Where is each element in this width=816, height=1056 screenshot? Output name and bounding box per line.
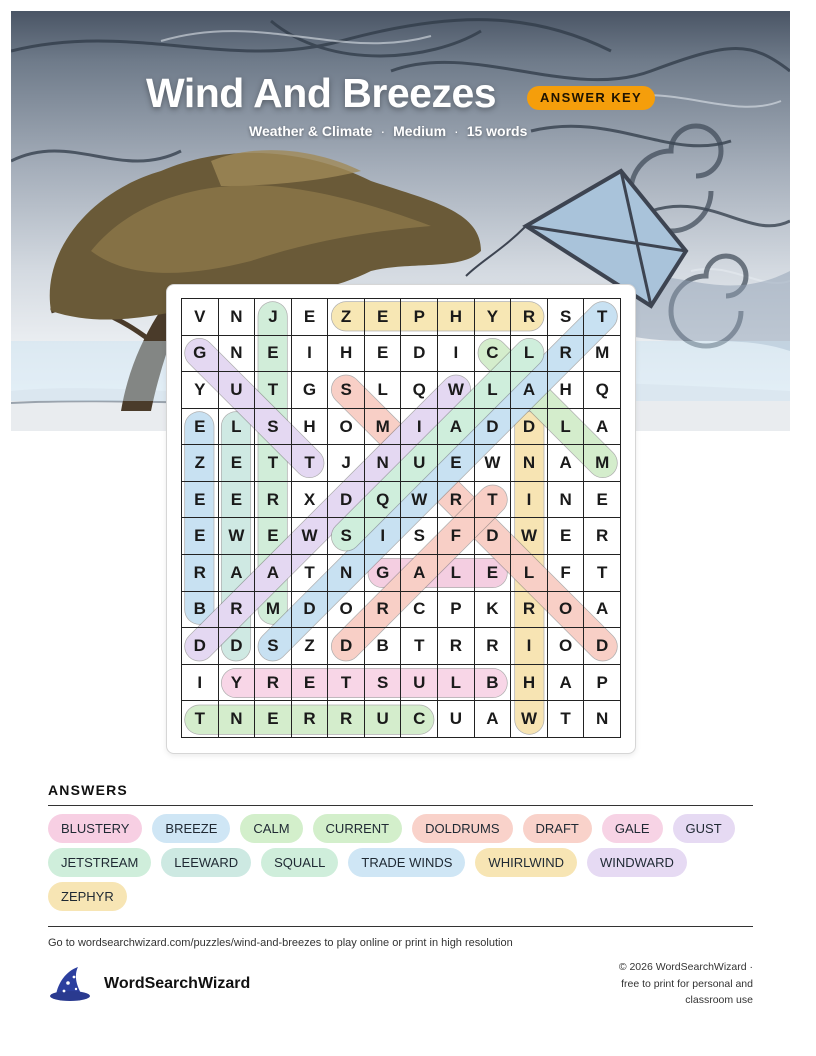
grid-cell[interactable]: B: [475, 665, 512, 702]
copyright-line: classroom use: [685, 994, 753, 1006]
grid-cell[interactable]: R: [438, 482, 475, 519]
grid-cell[interactable]: O: [328, 592, 365, 629]
grid-cell[interactable]: Q: [584, 372, 621, 409]
answer-chip-gust: GUST: [673, 814, 735, 843]
grid-cell[interactable]: O: [548, 592, 585, 629]
grid-cell[interactable]: L: [548, 409, 585, 446]
grid-cell[interactable]: E: [219, 445, 256, 482]
answers-heading: ANSWERS: [48, 782, 128, 798]
grid-cell[interactable]: T: [584, 299, 621, 336]
grid-cell[interactable]: F: [548, 555, 585, 592]
grid-cell[interactable]: E: [182, 482, 219, 519]
footer-divider: [48, 926, 753, 927]
grid-cell[interactable]: E: [219, 482, 256, 519]
grid-cell[interactable]: A: [475, 701, 512, 738]
grid-cell[interactable]: F: [438, 518, 475, 555]
grid-cell[interactable]: D: [328, 482, 365, 519]
grid-cell[interactable]: K: [475, 592, 512, 629]
grid-cell[interactable]: D: [475, 518, 512, 555]
answer-chip-zephyr: ZEPHYR: [48, 882, 127, 911]
grid-cell[interactable]: I: [182, 665, 219, 702]
grid-cell[interactable]: Y: [475, 299, 512, 336]
grid-cell[interactable]: R: [365, 592, 402, 629]
grid-cell[interactable]: E: [255, 701, 292, 738]
grid-cell[interactable]: M: [584, 336, 621, 373]
grid-cell[interactable]: Y: [219, 665, 256, 702]
answer-chip-blustery: BLUSTERY: [48, 814, 142, 843]
grid-cell[interactable]: V: [182, 299, 219, 336]
answer-chip-windward: WINDWARD: [587, 848, 687, 877]
grid-cell[interactable]: L: [438, 665, 475, 702]
grid-cell[interactable]: L: [365, 372, 402, 409]
grid-cell[interactable]: A: [255, 555, 292, 592]
grid-cell[interactable]: R: [438, 628, 475, 665]
grid-cell[interactable]: U: [401, 665, 438, 702]
grid-cell[interactable]: S: [401, 518, 438, 555]
grid-cell[interactable]: W: [475, 445, 512, 482]
answer-chip-leeward: LEEWARD: [161, 848, 251, 877]
grid-cell[interactable]: E: [584, 482, 621, 519]
grid-cell[interactable]: I: [511, 482, 548, 519]
footer-url-text: Go to wordsearchwizard.com/puzzles/wind-and-breezes to play online or print in high resolution: [48, 937, 513, 949]
grid-cell[interactable]: A: [511, 372, 548, 409]
grid-cell[interactable]: U: [438, 701, 475, 738]
grid-cell[interactable]: A: [401, 555, 438, 592]
difficulty-label: Medium: [393, 123, 447, 139]
answer-chip-gale: GALE: [602, 814, 663, 843]
grid-cell[interactable]: P: [438, 592, 475, 629]
grid-cell[interactable]: H: [511, 665, 548, 702]
grid-cell[interactable]: E: [292, 665, 329, 702]
answer-chip-draft: DRAFT: [523, 814, 592, 843]
grid-cell[interactable]: P: [584, 665, 621, 702]
grid-cell[interactable]: Z: [328, 299, 365, 336]
grid-cell[interactable]: T: [182, 701, 219, 738]
grid-cell[interactable]: W: [292, 518, 329, 555]
grid-cell[interactable]: M: [255, 592, 292, 629]
grid-cell[interactable]: L: [511, 336, 548, 373]
grid-cell[interactable]: G: [292, 372, 329, 409]
grid-cell[interactable]: T: [255, 445, 292, 482]
grid-cell[interactable]: E: [255, 518, 292, 555]
grid-cell[interactable]: E: [438, 445, 475, 482]
grid-cell[interactable]: R: [328, 701, 365, 738]
grid-cell[interactable]: D: [401, 336, 438, 373]
answer-key-badge: ANSWER KEY: [527, 86, 655, 110]
grid-cell[interactable]: S: [365, 665, 402, 702]
brand: [48, 965, 250, 1003]
copyright-line: free to print for personal and: [621, 977, 753, 990]
grid-cell[interactable]: C: [401, 701, 438, 738]
grid-cell[interactable]: H: [438, 299, 475, 336]
grid-cell[interactable]: D: [584, 628, 621, 665]
grid-cell[interactable]: N: [219, 336, 256, 373]
grid-cell[interactable]: P: [401, 299, 438, 336]
grid-cell[interactable]: J: [255, 299, 292, 336]
answer-word-list: [48, 814, 758, 911]
grid-cell[interactable]: H: [548, 372, 585, 409]
grid-cell[interactable]: O: [548, 628, 585, 665]
grid-cell[interactable]: N: [219, 299, 256, 336]
word-search-grid: [181, 298, 621, 738]
separator: ·: [454, 123, 459, 139]
grid-cell[interactable]: H: [328, 336, 365, 373]
grid-cell[interactable]: R: [511, 299, 548, 336]
answer-chip-jetstream: JETSTREAM: [48, 848, 151, 877]
grid-cell[interactable]: S: [548, 299, 585, 336]
grid-cell[interactable]: H: [292, 409, 329, 446]
grid-cell[interactable]: S: [328, 518, 365, 555]
grid-cell[interactable]: T: [292, 555, 329, 592]
grid-cell[interactable]: D: [219, 628, 256, 665]
grid-cell[interactable]: R: [255, 482, 292, 519]
grid-cell[interactable]: D: [328, 628, 365, 665]
grid-cell[interactable]: T: [475, 482, 512, 519]
grid-cell[interactable]: T: [548, 701, 585, 738]
grid-cell[interactable]: E: [365, 336, 402, 373]
grid-cell[interactable]: A: [548, 665, 585, 702]
grid-cell[interactable]: N: [511, 445, 548, 482]
grid-cell[interactable]: E: [182, 409, 219, 446]
grid-cell[interactable]: A: [548, 445, 585, 482]
grid-cell[interactable]: T: [584, 555, 621, 592]
grid-cell[interactable]: O: [328, 409, 365, 446]
grid-cell[interactable]: Z: [292, 628, 329, 665]
grid-cell[interactable]: I: [401, 409, 438, 446]
answer-chip-doldrums: DOLDRUMS: [412, 814, 512, 843]
grid-cell[interactable]: N: [365, 445, 402, 482]
puzzle-title: Wind And Breezes: [146, 70, 497, 116]
grid-cell[interactable]: R: [511, 592, 548, 629]
grid-cell[interactable]: Z: [182, 445, 219, 482]
grid-cell[interactable]: U: [365, 701, 402, 738]
grid-cell[interactable]: R: [548, 336, 585, 373]
grid-cell[interactable]: E: [292, 299, 329, 336]
grid-cell[interactable]: S: [328, 372, 365, 409]
grid-cell[interactable]: X: [292, 482, 329, 519]
grid-cell[interactable]: W: [511, 518, 548, 555]
grid-cell[interactable]: T: [328, 665, 365, 702]
grid-cell[interactable]: I: [365, 518, 402, 555]
grid-cell[interactable]: W: [511, 701, 548, 738]
grid-cell[interactable]: E: [475, 555, 512, 592]
word-count-label: 15 words: [466, 123, 528, 139]
grid-cell[interactable]: E: [548, 518, 585, 555]
grid-cell[interactable]: M: [584, 445, 621, 482]
grid-cell[interactable]: L: [475, 372, 512, 409]
grid-cell[interactable]: A: [584, 592, 621, 629]
grid-cell[interactable]: R: [292, 701, 329, 738]
answer-chip-squall: SQUALL: [261, 848, 338, 877]
grid-cell[interactable]: E: [182, 518, 219, 555]
copyright-line: © 2026 WordSearchWizard ·: [618, 961, 753, 973]
grid-cell[interactable]: N: [584, 701, 621, 738]
grid-cell[interactable]: Y: [182, 372, 219, 409]
grid-cell[interactable]: I: [438, 336, 475, 373]
grid-cell[interactable]: M: [365, 409, 402, 446]
grid-cell[interactable]: T: [401, 628, 438, 665]
grid-cell[interactable]: R: [182, 555, 219, 592]
grid-cell[interactable]: R: [584, 518, 621, 555]
grid-cell[interactable]: W: [401, 482, 438, 519]
grid-cell[interactable]: G: [365, 555, 402, 592]
grid-cell[interactable]: U: [219, 372, 256, 409]
grid-cell[interactable]: N: [548, 482, 585, 519]
grid-cell[interactable]: Q: [401, 372, 438, 409]
grid-cell[interactable]: T: [292, 445, 329, 482]
grid-cell[interactable]: L: [438, 555, 475, 592]
answer-chip-current: CURRENT: [313, 814, 403, 843]
grid-cell[interactable]: E: [255, 336, 292, 373]
grid-cell[interactable]: J: [328, 445, 365, 482]
answers-divider: [48, 805, 753, 806]
wizard-hat-icon: [48, 965, 92, 1003]
copyright-notice: [573, 959, 753, 1009]
grid-cell[interactable]: D: [475, 409, 512, 446]
grid-cell[interactable]: R: [219, 592, 256, 629]
brand-name: WordSearchWizard: [104, 975, 251, 992]
answer-chip-breeze: BREEZE: [152, 814, 230, 843]
grid-cell[interactable]: N: [328, 555, 365, 592]
grid-cell[interactable]: R: [255, 665, 292, 702]
grid-cell[interactable]: R: [475, 628, 512, 665]
puzzle-meta: [249, 123, 527, 139]
grid-cell[interactable]: I: [292, 336, 329, 373]
category-label: Weather & Climate: [249, 123, 373, 139]
grid-cell[interactable]: C: [475, 336, 512, 373]
grid-cell[interactable]: Q: [365, 482, 402, 519]
grid-cell[interactable]: A: [219, 555, 256, 592]
answer-chip-calm: CALM: [240, 814, 302, 843]
grid-cell[interactable]: A: [584, 409, 621, 446]
grid-cell[interactable]: L: [219, 409, 256, 446]
separator: ·: [380, 123, 386, 139]
answer-chip-trade-winds: TRADE WINDS: [348, 848, 465, 877]
grid-cell[interactable]: L: [511, 555, 548, 592]
grid-cell[interactable]: N: [219, 701, 256, 738]
grid-cell[interactable]: B: [365, 628, 402, 665]
grid-cell[interactable]: I: [511, 628, 548, 665]
grid-cell[interactable]: D: [511, 409, 548, 446]
answer-chip-whirlwind: WHIRLWIND: [475, 848, 577, 877]
grid-cell[interactable]: U: [401, 445, 438, 482]
grid-cell[interactable]: E: [365, 299, 402, 336]
word-search-grid-area: [181, 298, 621, 738]
grid-cell[interactable]: B: [182, 592, 219, 629]
grid-cell[interactable]: S: [255, 409, 292, 446]
grid-cell[interactable]: W: [438, 372, 475, 409]
grid-cell[interactable]: D: [292, 592, 329, 629]
grid-cell[interactable]: G: [182, 336, 219, 373]
grid-cell[interactable]: C: [401, 592, 438, 629]
grid-cell[interactable]: T: [255, 372, 292, 409]
grid-cell[interactable]: W: [219, 518, 256, 555]
grid-cell[interactable]: D: [182, 628, 219, 665]
grid-cell[interactable]: S: [255, 628, 292, 665]
grid-cell[interactable]: A: [438, 409, 475, 446]
